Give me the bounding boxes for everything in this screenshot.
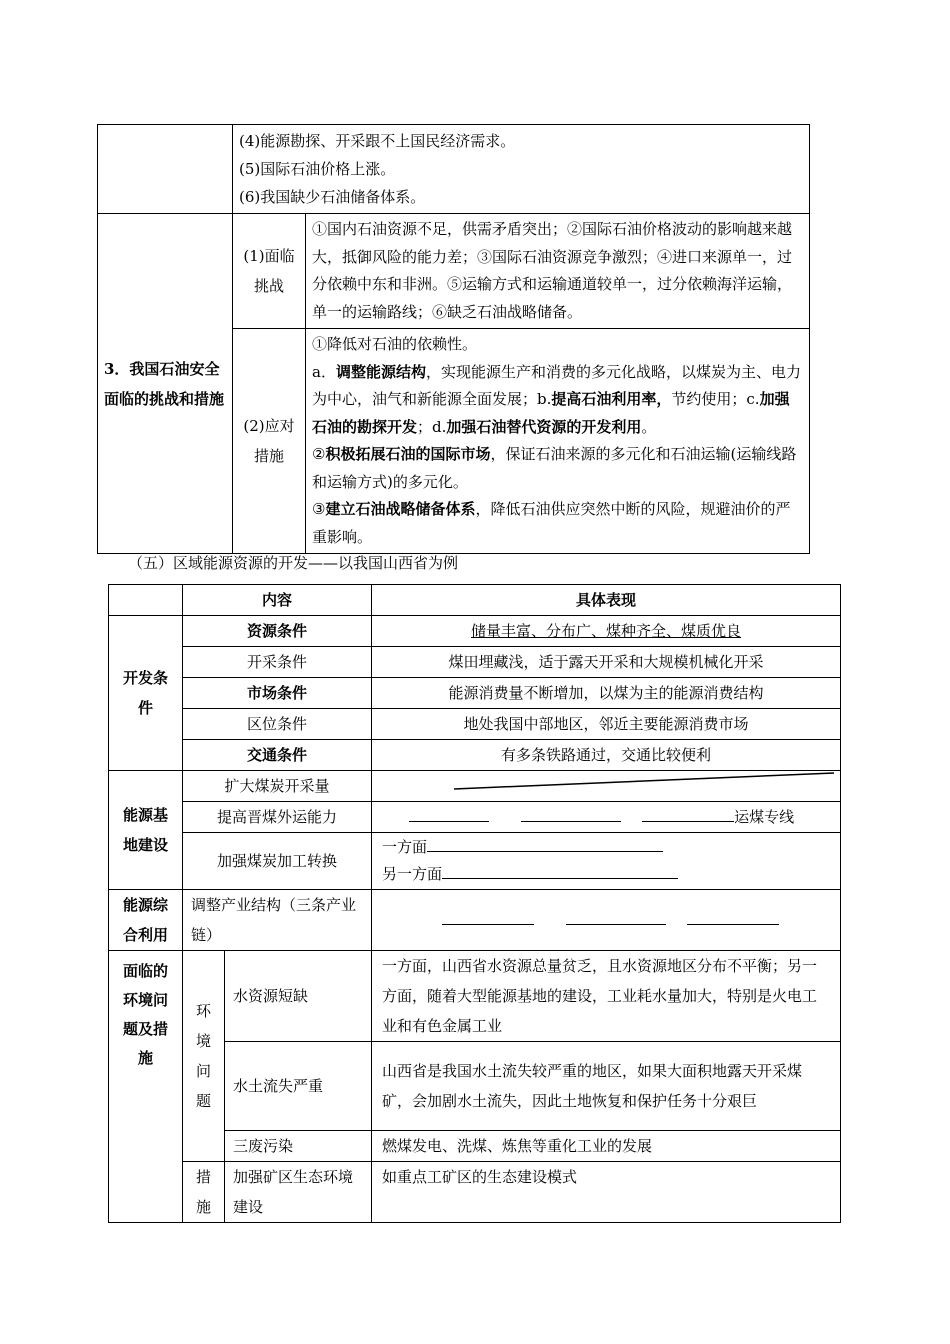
env-problem-label: 环境问题 [183, 951, 225, 1162]
env-item: 水资源短缺 [225, 951, 372, 1042]
blank [442, 862, 678, 879]
dev-detail: 有多条铁路通过，交通比较便利 [372, 740, 841, 771]
measure-item: 加强矿区生态环境建设 [225, 1162, 372, 1223]
env-item: 水土流失严重 [225, 1042, 372, 1131]
dev-label: 开发条件 [109, 616, 183, 771]
measure-label: (2)应对措施 [233, 329, 306, 554]
table-row [98, 214, 810, 329]
env-item: 三废污染 [225, 1131, 372, 1162]
measures-text: ①降低对石油的依赖性。 a．调整能源结构，实现能源生产和消费的多元化战略，以煤炭为主、电力为中心，油气和新能源全面发展；b.提高石油利用率，节约使用；c.加强石油的勘探开发；d.加强石油替代资源的开发利用。 ②积极拓展石油的国际市场，保证石油来源的多元化和石油运输(运输线路和运输方式)的多元化。 ③建立石油战略储备体系，降低石油供应突然中断的风险，规避油价的严重影响。 [306, 329, 810, 554]
util-label: 能源综合利用 [109, 890, 183, 951]
base-item: 加强煤炭加工转换 [183, 833, 372, 890]
env-label: 面临的环境问题及措施 [109, 951, 183, 1223]
blank [521, 805, 621, 822]
blank [566, 908, 666, 925]
table-row [109, 951, 841, 1042]
answer-area [372, 771, 841, 802]
table-row [109, 585, 841, 616]
dev-name: 区位条件 [183, 709, 372, 740]
dev-detail: 煤田埋藏浅，适于露天开采和大规模机械化开采 [372, 647, 841, 678]
measure-label: 措施 [183, 1162, 225, 1223]
dev-detail: 储量丰富、分布广、煤种齐全、煤质优良 [372, 616, 841, 647]
section3-title: 3．我国石油安全面临的挑战和措施 [98, 214, 233, 554]
table-row [109, 647, 841, 678]
blank [409, 805, 489, 822]
table-row [109, 1162, 841, 1223]
list-item: (4)能源勘探、开采跟不上国民经济需求。 [239, 132, 516, 150]
answer-area [372, 890, 841, 951]
env-detail: 山西省是我国水土流失较严重的地区，如果大面积地露天开采煤矿，会加剧水土流失，因此土地恢复和保护任务十分艰巨 [372, 1042, 841, 1131]
challenge-label: (1)面临挑战 [233, 214, 306, 329]
header-content: 内容 [183, 585, 372, 616]
table-row [109, 616, 841, 647]
oil-security-table [97, 124, 810, 554]
measure-detail: 如重点工矿区的生态建设模式 [372, 1162, 841, 1223]
dev-detail: 地处我国中部地区，邻近主要能源消费市场 [372, 709, 841, 740]
blank [687, 908, 779, 925]
base-label: 能源基地建设 [109, 771, 183, 890]
table-row [109, 771, 841, 802]
table-row [109, 740, 841, 771]
table-row [109, 833, 841, 890]
table-row [98, 125, 810, 214]
blank [642, 805, 734, 822]
challenge-text: ①国内石油资源不足，供需矛盾突出；②国际石油价格波动的影响越来越大，抵御风险的能力差；③国际石油资源竞争激烈；④进口来源单一，过分依赖中东和非洲。⑤运输方式和运输通道较单一，过分依赖海洋运输，单一的运输路线；⑥缺乏石油战略储备。 [306, 214, 810, 329]
dev-name: 市场条件 [183, 678, 372, 709]
dev-detail: 能源消费量不断增加，以煤为主的能源消费结构 [372, 678, 841, 709]
util-text: 调整产业结构（三条产业链） [183, 890, 372, 951]
dev-name: 资源条件 [183, 616, 372, 647]
shanxi-energy-table [108, 584, 841, 1223]
diagonal-line [454, 771, 834, 801]
answer-area: 运煤专线 [372, 802, 841, 833]
section5-title: （五）区域能源资源的开发——以我国山西省为例 [128, 554, 459, 572]
blank [427, 835, 663, 852]
table-row [109, 678, 841, 709]
table-row [109, 802, 841, 833]
dev-name: 开采条件 [183, 647, 372, 678]
list-item: (5)国际石油价格上涨。 [239, 160, 396, 178]
table-row [109, 890, 841, 951]
header-detail: 具体表现 [372, 585, 841, 616]
blank [442, 908, 534, 925]
env-detail: 一方面，山西省水资源总量贫乏，且水资源地区分布不平衡；另一方面，随着大型能源基地的建设，工业耗水量加大，特别是火电工业和有色金属工业 [372, 951, 841, 1042]
base-item: 提高晋煤外运能力 [183, 802, 372, 833]
base-item: 扩大煤炭开采量 [183, 771, 372, 802]
env-detail: 燃煤发电、洗煤、炼焦等重化工业的发展 [372, 1131, 841, 1162]
dev-name: 交通条件 [183, 740, 372, 771]
table-row [109, 709, 841, 740]
answer-area: 一方面 另一方面 [372, 833, 841, 890]
list-item: (6)我国缺少石油储备体系。 [239, 188, 426, 206]
